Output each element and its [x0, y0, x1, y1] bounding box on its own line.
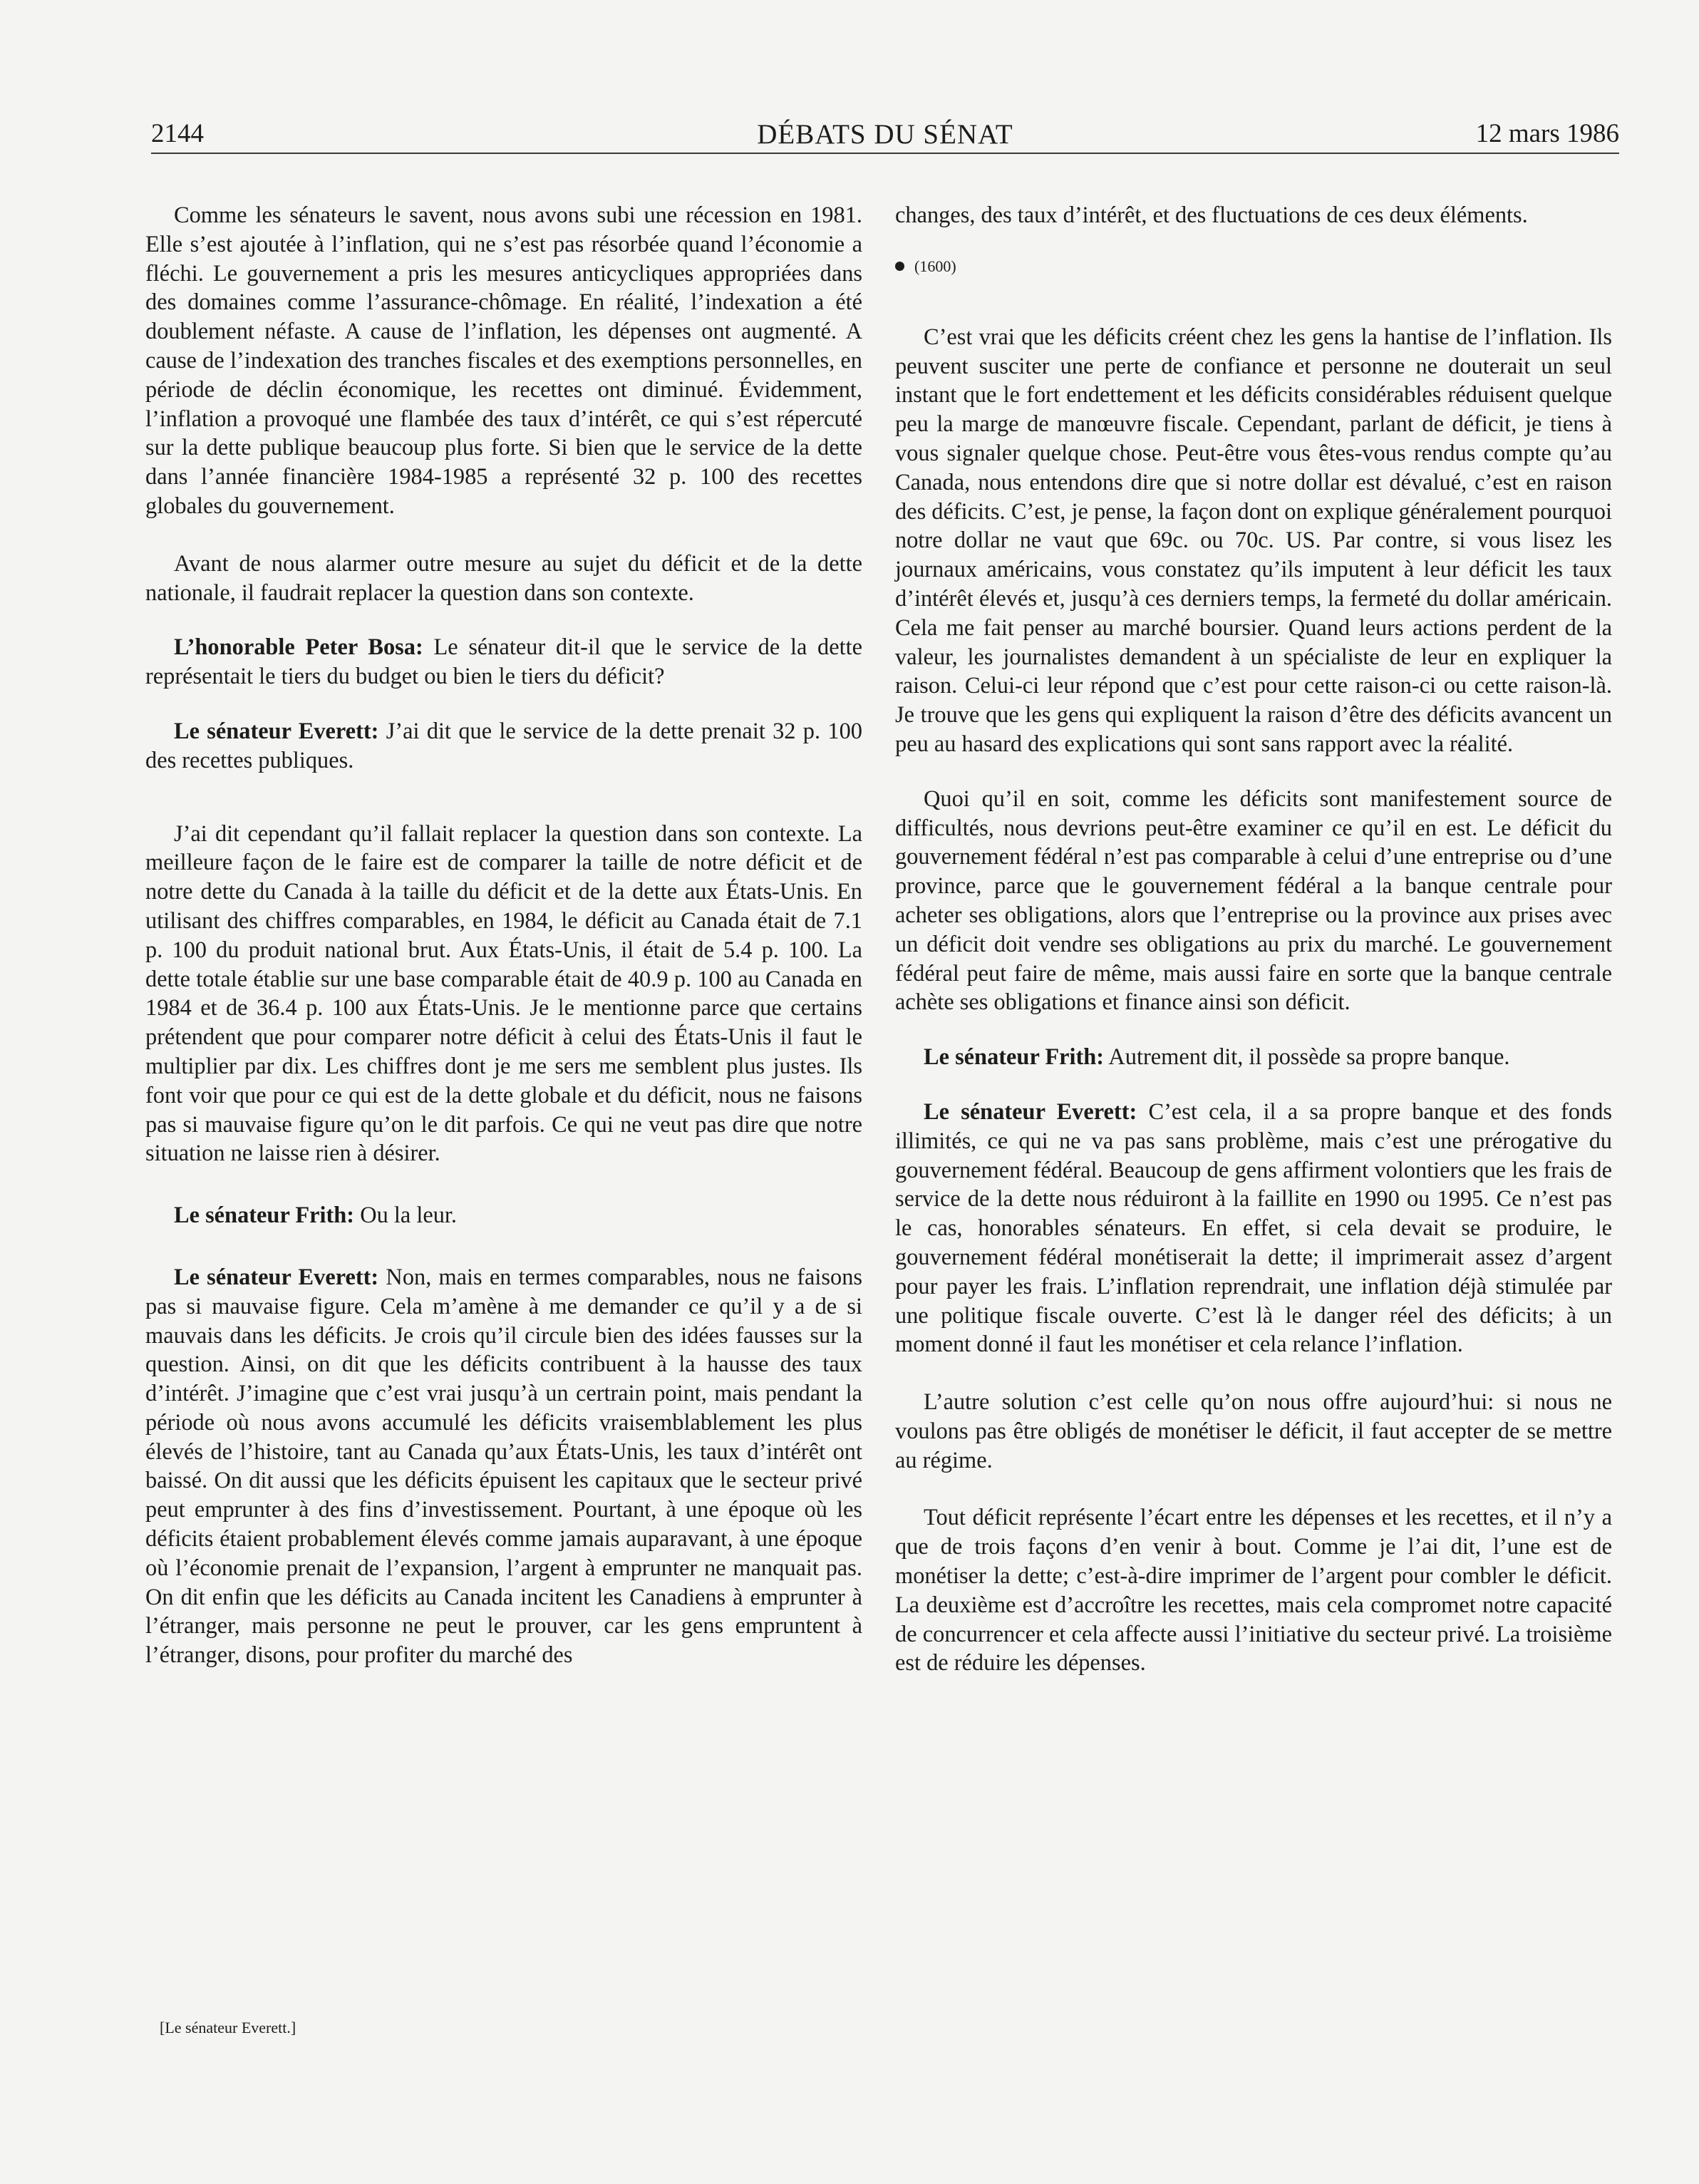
paragraph: C’est vrai que les déficits créent chez les gens la hantise de l’inflation. Ils peuvent susciter une perte de confiance et personne ne douterait un seul instant que le fort endettement et les déficits considérables réduisent quelque peu la marge de manœuvre fiscale. Cependant, parlant de déficit, je tiens à vous signaler quelque chose. Peut-être vous êtes-vous rendus compte qu’au Canada, nous entendons dire que si notre dollar est dévalué, c’est en raison des déficits. C’est, je pense, la façon dont on explique généralement pourquoi notre dollar ne vaut que 69c. ou 70c. US. Par contre, si vous lisez les journaux américains, vous constatez qu’ils imputent à leur déficit les taux d’intérêt élevés et, jusqu’à ces derniers temps, la fermeté du dollar américain. Cela me fait penser au marché boursier. Quand leurs actions perdent de la valeur, les journalistes demandent à un spécialiste de leur en expliquer la raison. Celui-ci leur répond que c’est pour cette raison-ci ou cette raison-là. Je trouve que les gens qui expliquent la raison d’être des déficits avancent un peu au hasard des explications qui sont sans rapport avec la réalité. [895, 324, 1612, 757]
speech-paragraph [145, 717, 862, 776]
speech-text: J’ai dit que le service de la dette prenait 32 p. 100 des recettes publiques. [145, 718, 862, 773]
speech-text: Non, mais en termes comparables, nous ne faisons pas si mauvaise figure. Cela m’amène à me demander ce qu’il y a de si mauvais dans les déficits. Je crois qu’il circule bien des idées fausses sur la question. Ainsi, on dit que les déficits contribuent à la hausse des taux d’intérêt. J’imagine que c’est vrai jusqu’à un certrain point, mais pendant la période où nous avons accumulé les déficits vraisemblablement les plus élevés de l’histoire, tant au Canada qu’aux États-Unis, les taux d’intérêt ont baissé. On dit aussi que les déficits épuisent les capitaux que le secteur privé peut emprunter à des fins d’investissement. Pourtant, à une époque où les déficits étaient probablement élevés comme jamais auparavant, à une époque où l’économie prenait de l’expansion, l’argent à emprunter ne manquait pas. On dit enfin que les déficits au Canada incitent les Canadiens à emprunter à l’étranger, mais personne ne peut le prouver, car les gens empruntent à l’étranger, disons, pour profiter du marché des [145, 1264, 863, 1669]
bullet-icon [895, 262, 904, 271]
paragraph: L’autre solution c’est celle qu’on nous offre aujourd’hui: si nous ne voulons pas être obligés de monétiser le déficit, il faut accepter de se mettre au régime. [895, 1389, 1612, 1473]
right-column [895, 201, 1612, 1706]
paragraph: Avant de nous alarmer outre mesure au sujet du déficit et de la dette nationale, il faudrait replacer la question dans son contexte. [145, 550, 862, 606]
speech-paragraph [145, 633, 862, 691]
speech-text: C’est cela, il a sa propre banque et des fonds illimités, ce qui ne va pas sans problème, mais c’est une prérogative du gouvernement fédéral. Beaucoup de gens affirment volontiers que les frais de service de la dette nous réduiront à la faillite en 1990 ou 1995. Ce n’est pas le cas, honorables sénateurs. En effet, si cela devait se produire, le gouvernement fédéral monétiserait la dette; il imprimerait assez d’argent pour payer les frais. L’inflation reprendrait, une inflation déjà stimulée par une politique fiscale ouverte. C’est là le danger réel des déficits; à un moment donné il faut les monétiser et cela relance l’inflation. [895, 1098, 1612, 1358]
speech-text: Ou la leur. [354, 1202, 458, 1229]
speaker-name: Le sénateur Frith: [924, 1044, 1105, 1071]
left-column [145, 201, 862, 1699]
page-number: 2144 [151, 119, 204, 148]
speech-paragraph [895, 1043, 1612, 1072]
paragraph: changes, des taux d’intérêt, et des fluctuations de ces deux éléments. [895, 202, 1528, 228]
speech-text: Le sénateur dit-il que le service de la dette représentait le tiers du budget ou bien le tiers du déficit? [145, 634, 862, 690]
speech-paragraph [895, 1098, 1612, 1359]
continuation-note: [Le sénateur Everett.] [160, 2019, 296, 2036]
speaker-name: Le sénateur Everett: [924, 1098, 1137, 1125]
speaker-name: Le sénateur Frith: [174, 1202, 355, 1229]
paragraph: Quoi qu’il en soit, comme les déficits sont manifestement source de difficultés, nous devrions peut-être examiner ce qu’il en est. Le déficit du gouvernement fédéral n’est pas comparable à celui d’une entreprise ou d’une province, parce que le gouvernement fédéral a la banque centrale pour acheter ses obligations, alors que l’entreprise ou la province aux prises avec un déficit doit vendre ses obligations au prix du marché. Le gouvernement fédéral peut faire de même, mais aussi faire en sorte que la banque centrale achète ses obligations et finance ainsi son déficit. [895, 785, 1612, 1016]
speaker-name: Le sénateur Everett: [174, 1264, 379, 1290]
publication-date: 12 mars 1986 [1475, 119, 1619, 148]
paragraph: J’ai dit cependant qu’il fallait replacer la question dans son contexte. La meilleure façon de le faire est de comparer la taille de notre déficit et de notre dette du Canada à la taille du déficit et de la dette aux États-Unis. En utilisant des chiffres comparables, en 1984, le déficit au Canada était de 7.1 p. 100 du produit national brut. Aux États-Unis, il était de 5.4 p. 100. La dette totale établie sur une base comparable était de 40.9 p. 100 au Canada en 1984 et de 36.4 p. 100 aux États-Unis. Je le mentionne parce que certains prétendent que pour comparer notre déficit à celui des États-Unis il faut le multiplier par dix. Les chiffres dont je me sers me semblent plus justes. Ils font voir que pour ce qui est de la dette globale et du déficit, nous ne faisons pas si mauvaise figure qu’on le dit parfois. Ce qui ne veut pas dire que notre situation ne laisse rien à désirer. [145, 820, 862, 1167]
speech-text: Autrement dit, il possède sa propre banque. [1104, 1044, 1510, 1071]
header-rule [151, 153, 1619, 154]
paragraph: Tout déficit représente l’écart entre les dépenses et les recettes, et il n’y a que de trois façons d’en venir à bout. Comme je l’ai dit, l’une est de monétiser la dette; c’est-à-dire imprimer de l’argent pour combler le déficit. La deuxième est d’accroître les recettes, mais cela compromet notre capacité de concurrencer et cela affecte aussi l’initiative du secteur privé. La troisième est de réduire les dépenses. [895, 1505, 1612, 1676]
paragraph: Comme les sénateurs le savent, nous avons subi une récession en 1981. Elle s’est ajoutée à l’inflation, qui ne s’est pas résorbée quand l’économie a fléchi. Le gouvernement a pris les mesures anticycliques appropriées dans des domaines comme l’assurance-chômage. En réalité, l’indexation a été doublement néfaste. A cause de l’inflation, les dépenses ont augmenté. A cause de l’indexation des tranches fiscales et des exemptions personnelles, en période de déclin économique, les recettes ont diminué. Évidemment, l’inflation a provoqué une flambée des taux d’intérêt, ce qui s’est répercuté sur la dette publique beaucoup plus forte. Si bien que le service de la dette dans l’année financière 1984-1985 a représenté 32 p. 100 des recettes globales du gouvernement. [145, 202, 862, 519]
publication-title: DÉBATS DU SÉNAT [757, 119, 1013, 150]
time-stamp: (1600) [914, 257, 956, 275]
page-header [151, 118, 1619, 154]
speech-paragraph [145, 1263, 862, 1670]
time-marker [895, 256, 1612, 277]
speech-paragraph [145, 1201, 862, 1230]
speaker-name: Le sénateur Everett: [174, 718, 379, 744]
speaker-name: L’honorable Peter Bosa: [174, 634, 423, 661]
